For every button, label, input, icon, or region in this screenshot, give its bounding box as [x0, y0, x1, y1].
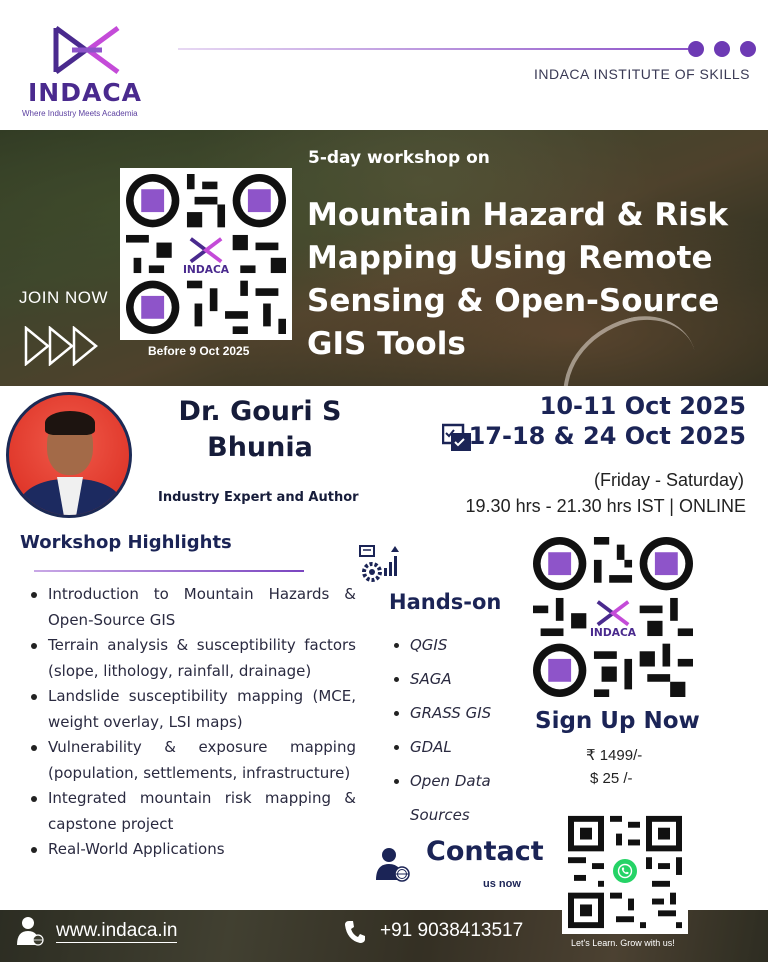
date-second: 17-18 & 24 Oct 2025	[468, 422, 746, 450]
highlights-list	[30, 582, 356, 863]
list-item: GDAL	[394, 730, 534, 764]
workshop-subtitle: 5-day workshop on	[308, 148, 490, 168]
hero-banner	[0, 130, 768, 386]
registration-qr-code[interactable]	[120, 168, 292, 340]
list-item: Landslide susceptibility mapping (MCE, weight overlay, LSI maps)	[30, 684, 356, 735]
speaker-avatar	[6, 392, 132, 518]
whatsapp-phone-glyph	[617, 863, 633, 879]
deadline-label: Before 9 Oct 2025	[148, 344, 250, 358]
header	[0, 0, 768, 130]
brand-name	[28, 78, 142, 107]
brand-name-text: INDACA	[28, 78, 143, 107]
qr-code-icon	[533, 537, 693, 697]
highlights-divider	[34, 570, 304, 572]
hands-on-list	[394, 628, 534, 832]
schedule-days: (Friday - Saturday)	[593, 470, 744, 490]
institute-name: INDACA INSTITUTE OF SKILLS	[533, 66, 750, 82]
price-usd: $ 25 /-	[590, 770, 633, 787]
list-item: QGIS	[394, 628, 534, 662]
user-globe-icon	[16, 916, 44, 946]
list-item: Vulnerability & exposure mapping (population, settlements, infrastructure)	[30, 735, 356, 786]
join-now-label[interactable]: JOIN NOW	[19, 288, 108, 307]
list-item: SAGA	[394, 662, 534, 696]
header-dots	[688, 41, 756, 57]
list-item: GRASS GIS	[394, 696, 534, 730]
indaca-logo[interactable]	[22, 22, 152, 122]
contact-sub-label: us now	[483, 878, 521, 890]
brand-tagline: Where Industry Meets Academia	[22, 109, 138, 118]
sign-up-button[interactable]: Sign Up Now	[535, 708, 700, 734]
phone-number[interactable]: +91 9038413517	[380, 920, 524, 941]
highlights-title: Workshop Highlights	[20, 532, 232, 553]
list-item: Terrain analysis & susceptibility factors (slope, lithology, rainfall, drainage)	[30, 633, 356, 684]
contact-tagline: Let's Learn. Grow with us!	[571, 938, 675, 948]
calendar-icon	[442, 422, 472, 452]
list-item: Integrated mountain risk mapping & capstone project	[30, 786, 356, 837]
tools-gear-icon	[358, 544, 400, 586]
qr-brand-label: INDACA	[182, 263, 230, 277]
qr-brand-label: INDACA	[589, 626, 637, 640]
header-divider	[178, 48, 688, 50]
phone-icon	[344, 920, 366, 944]
price-inr: ₹ 1499/-	[586, 747, 643, 764]
list-item: Real-World Applications	[30, 837, 356, 863]
whatsapp-icon[interactable]	[611, 857, 639, 885]
indaca-logo-icon	[52, 24, 122, 76]
workshop-title: Mountain Hazard & Risk Mapping Using Remote Sensing & Open-Source GIS Tools	[307, 197, 728, 362]
contact-person-icon	[374, 846, 410, 882]
speaker-role: Industry Expert and Author	[158, 490, 359, 505]
contact-label[interactable]: Contact	[426, 836, 544, 867]
arrows-icon	[24, 326, 104, 366]
list-item: Introduction to Mountain Hazards & Open-Source GIS	[30, 582, 356, 633]
list-item: Open Data Sources	[394, 764, 534, 832]
speaker-name: Dr. Gouri S Bhunia	[178, 396, 342, 463]
hands-on-title: Hands-on	[389, 590, 502, 614]
signup-qr-code[interactable]	[533, 537, 693, 697]
schedule-time: 19.30 hrs - 21.30 hrs IST | ONLINE	[465, 496, 746, 516]
date-first: 10-11 Oct 2025	[539, 392, 746, 420]
qr-code-icon	[126, 174, 286, 334]
website-link[interactable]: www.indaca.in	[56, 920, 178, 941]
